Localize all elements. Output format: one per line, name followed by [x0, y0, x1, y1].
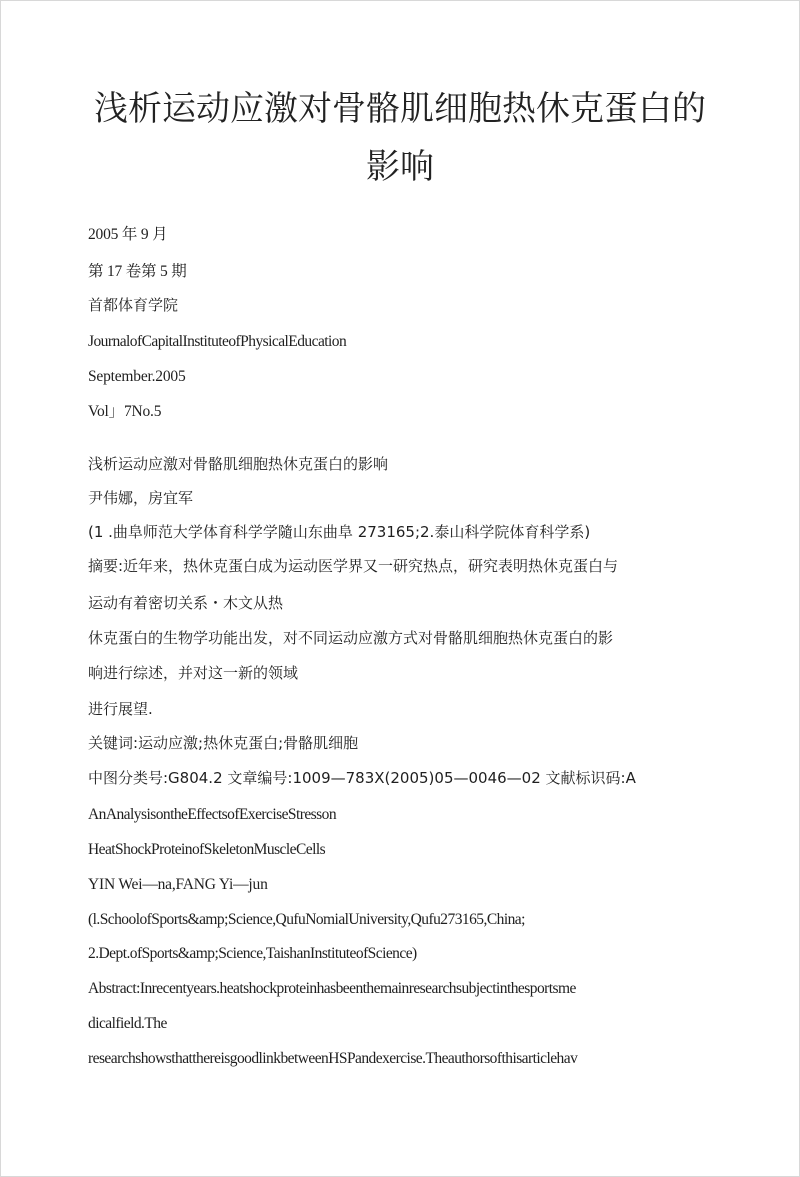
affiliation-cn: (1 .曲阜师范大学体育科学学隨山东曲阜 273165;2.泰山科学院体育科学系): [88, 523, 591, 541]
article-title-en-continued: HeatShockProteinofSkeletonMuscleCells: [88, 841, 326, 858]
article-title-en: AnAnalysisontheEffectsofExerciseStresson: [88, 806, 337, 823]
document-title: 浅析运动应激对骨骼肌细胞热休克蛋白的: [94, 89, 706, 129]
journal-name-en: JournalofCapitalInstituteofPhysicalEducation: [88, 333, 347, 350]
authors-cn: 尹伟娜，房宜军: [88, 489, 194, 507]
publication-date: 2005 年 9 月: [88, 226, 168, 243]
document-title-continued: 影响: [366, 147, 434, 187]
affiliation-en-continued: 2.Dept.ofSports&amp;Science,TaishanInstituteofScience): [88, 945, 417, 962]
volume-issue-en: Vol」7No.5: [88, 403, 162, 420]
classification-line: 中图分类号:G804.2 文章编号:1009—783X(2005)05—0046—02 文献标识码:A: [88, 769, 636, 787]
abstract-en-line: researchshowsthatthereisgoodlinkbetweenHSPandexercise.Theauthorsofthisarticlehav: [88, 1050, 578, 1067]
institution-name: 首都体育学院: [88, 296, 179, 314]
publication-date-en: September.2005: [88, 368, 186, 385]
abstract-cn-line: 进行展望.: [88, 700, 153, 718]
affiliation-en: (l.SchoolofSports&amp;Science,QufuNomialUniversity,Qufu273165,China;: [88, 911, 525, 928]
abstract-en-line: Abstract:Inrecentyears.heatshockproteinhasbeenthemainresearchsubjectinthesportsme: [88, 980, 576, 997]
abstract-cn-line: 运动有着密切关系・木文从热: [88, 594, 284, 612]
article-title-cn: 浅析运动应激对骨骼肌细胞热休克蛋白的影响: [88, 455, 389, 473]
abstract-en-line: dicalfield.The: [88, 1015, 167, 1032]
abstract-cn-line: 休克蛋白的生物学功能出发，对不同运动应激方式对骨骼肌细胞热休克蛋白的影: [88, 629, 614, 647]
abstract-cn-line: 摘要:近年来，热休克蛋白成为运动医学界又一研究热点，研究表明热休克蛋白与: [88, 557, 619, 575]
keywords-cn: 关键词:运动应激;热休克蛋白;骨骼肌细胞: [88, 734, 359, 752]
volume-issue: 第 17 卷第 5 期: [88, 263, 187, 280]
abstract-cn-line: 响进行综述，并对这一新的领域: [88, 664, 299, 682]
authors-en: YIN Wei—na,FANG Yi—jun: [88, 876, 268, 893]
